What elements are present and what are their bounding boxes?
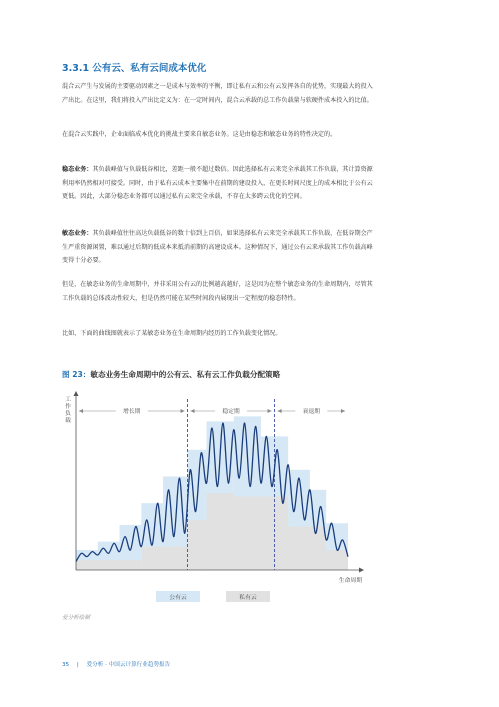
y-axis-label-char-2: 负: [65, 411, 71, 417]
steady-business-text: 其负载峰值与负载低谷相比，差距一般不超过数倍。因此选择私有云来完全承载其工作负载，其计算资源利用率仍然相对可接受。同时，由于私有云成本主要集中在前期的建设投入，在更长时间尺度上的成本相比于公有云更低。因此，大部分稳态业务都可以通过私有云来完全承载，不存在太多跨云优化的空间。: [62, 166, 373, 200]
phase-arrowhead-left-0: [79, 409, 83, 413]
page-footer: [62, 660, 176, 668]
workload-chart: [56, 385, 376, 615]
page-number: 35: [62, 662, 70, 668]
y-axis-label-char-3: 载: [65, 418, 71, 424]
legend-label-private: 私有云: [239, 594, 257, 601]
phase-label-0: 增长期: [123, 409, 141, 416]
agile-business-text: 其负载峰值往往高达负载低谷的数十倍到上百倍，如果选择私有云来完全承载其工作负载，在低谷期会产生严重资源闲置，难以通过后期的低成本来抵消前期的高建设成本。这种情况下，通过公有云来承载其工作负载高峰变得十分必要。: [62, 230, 373, 264]
paragraph-intro: 混合云产生与发展的主要驱动因素之一是成本与效率的平衡，即让私有云和公有云发挥各自的优势，实现最大的投入产出比。在这里，我们将投入产出比定义为：在一定时间内，混合云承载的总工作负载量与软硬件成本投入的比值。: [62, 83, 373, 104]
private-cloud-step-0: [76, 560, 141, 570]
paragraph-example: 比如，下面的曲线图就表示了某敏态业务在生命周期内经历的工作负载变化情况。: [62, 330, 282, 337]
figure-title: [62, 369, 280, 380]
phase-arrowhead-right-0: [181, 409, 185, 413]
x-axis-label: 生命周期: [338, 578, 362, 584]
report-title: 爱分析 · 中国云计算行业趋势报告: [86, 662, 171, 668]
x-axis-arrowhead: [359, 568, 364, 573]
legend-label-public: 公有云: [169, 594, 187, 601]
y-axis-label-char-0: 工: [65, 397, 71, 403]
private-cloud-step-6: [326, 550, 348, 570]
figure-source: 爱分析绘制: [62, 615, 90, 621]
phase-arrowhead-left-2: [278, 409, 282, 413]
paragraph-challenge: 在混合云实践中，企业面临成本优化的挑战主要来自敏态业务。这是由稳态和敏态业务的特性决定的。: [62, 131, 337, 138]
y-axis-label-char-1: 作: [65, 404, 71, 410]
steady-business-label: 稳态业务：: [62, 166, 93, 173]
phase-arrowhead-right-2: [341, 409, 345, 413]
phase-label-2: 衰退期: [302, 409, 320, 416]
y-axis-arrowhead: [74, 391, 79, 396]
private-cloud-step-5: [288, 527, 326, 570]
private-cloud-step-3: [207, 493, 234, 570]
figure-caption: 敏态业务生命周期中的公有云、私有云工作负载分配策略: [90, 370, 281, 379]
phase-arrowhead-left-1: [191, 409, 195, 413]
footer-separator: |: [76, 662, 79, 668]
private-cloud-step-2: [188, 520, 207, 570]
paragraph-lifecycle: 但是，在敏态业务的生命周期中，并非采用公有云的比例越高越好，这是因为在整个敏态业务的生命周期内，尽管其工作负载的总体波动性较大，但是仍然可能在某些时间段内展现出一定程度的稳态特性。: [62, 281, 373, 302]
private-cloud-step-1: [141, 547, 187, 570]
workload-chart-svg: [56, 385, 376, 615]
paragraph-steady-business: [62, 163, 378, 204]
private-cloud-step-4: [234, 497, 288, 570]
phase-arrowhead-right-1: [268, 409, 272, 413]
agile-business-label: 敏态业务：: [62, 230, 93, 237]
paragraph-agile-business: [62, 227, 378, 268]
phase-label-1: 稳定期: [222, 409, 240, 416]
section-heading: 3.3.1 公有云、私有云间成本优化: [62, 63, 207, 74]
figure-number: 图 23：: [62, 370, 91, 379]
